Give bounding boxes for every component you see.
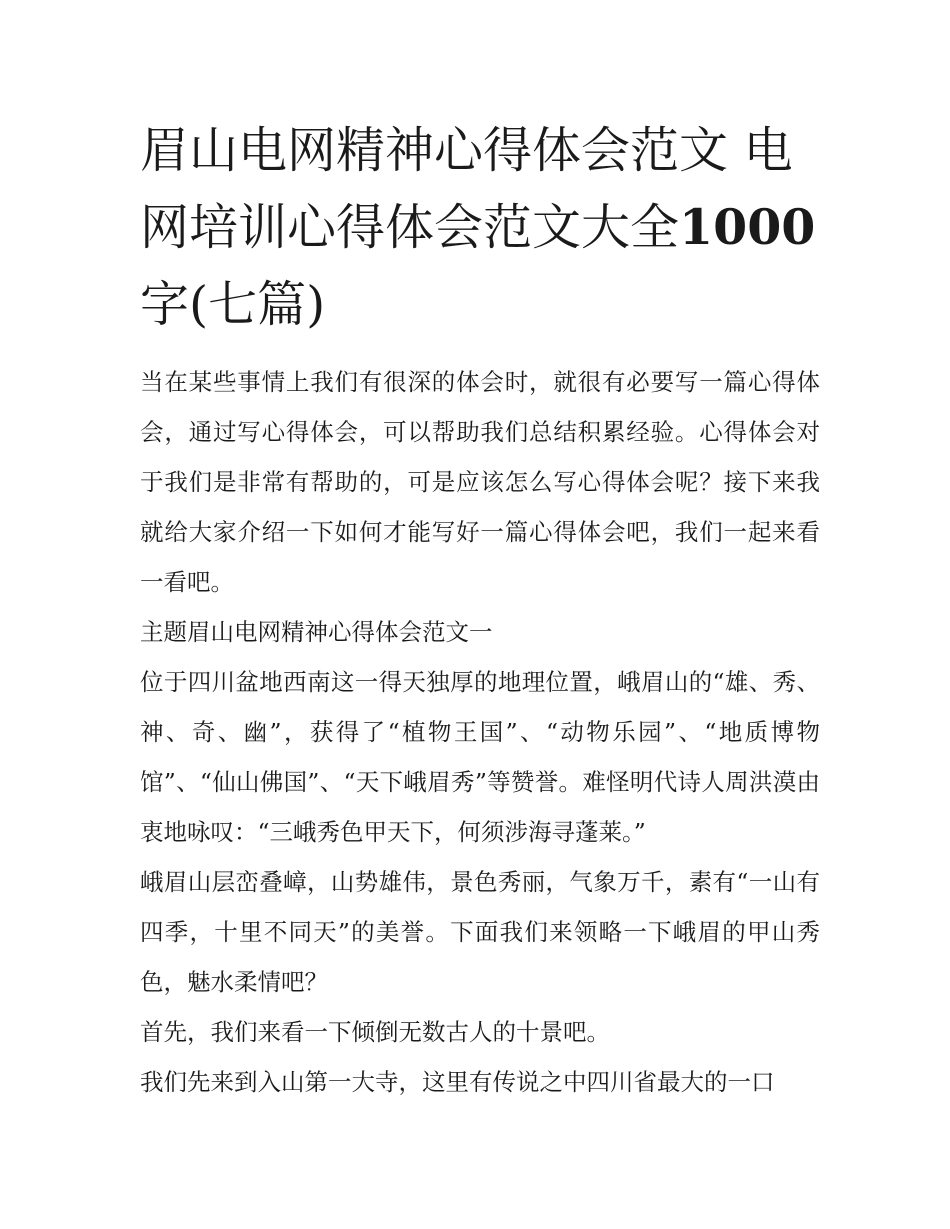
paragraph-intro: 当在某些事情上我们有很深的体会时，就很有必要写一篇心得体会，通过写心得体会，可以帮助我们总结积累经验。心得体会对于我们是非常有帮助的，可是应该怎么写心得体会呢？接下来我就给大家介绍一下如何才能写好一篇心得体会吧，我们一起来看一看吧。 bbox=[140, 368, 820, 596]
section-heading: 主题眉山电网精神心得体会范文一 bbox=[140, 618, 493, 646]
document-page bbox=[140, 112, 820, 1107]
paragraph: 首先，我们来看一下倾倒无数古人的十景吧。 bbox=[140, 1018, 610, 1046]
document-title: 眉山电网精神心得体会范文 电网培训心得体会范文大全1000字(七篇) bbox=[140, 122, 816, 333]
paragraph: 位于四川盆地西南这一得天独厚的地理位置，峨眉山的“雄、秀、神、奇、幽”，获得了“植物王国”、“动物乐园”、“地质博物馆”、“仙山佛国”、“天下峨眉秀”等赞誉。难怪明代诗人周洪漠由衷地咏叹：“三峨秀色甲天下，何须涉海寻蓬莱。” bbox=[140, 668, 820, 846]
document-body bbox=[140, 357, 820, 1107]
title-number: 1000 bbox=[679, 198, 816, 256]
paragraph: 峨眉山层峦叠嶂，山势雄伟，景色秀丽，气象万千，素有“一山有四季，十里不同天”的美誉。下面我们来领略一下峨眉的甲山秀色，魅水柔情吧？ bbox=[140, 868, 820, 996]
paragraph: 我们先来到入山第一大寺，这里有传说之中四川省最大的一口 bbox=[140, 1068, 775, 1096]
